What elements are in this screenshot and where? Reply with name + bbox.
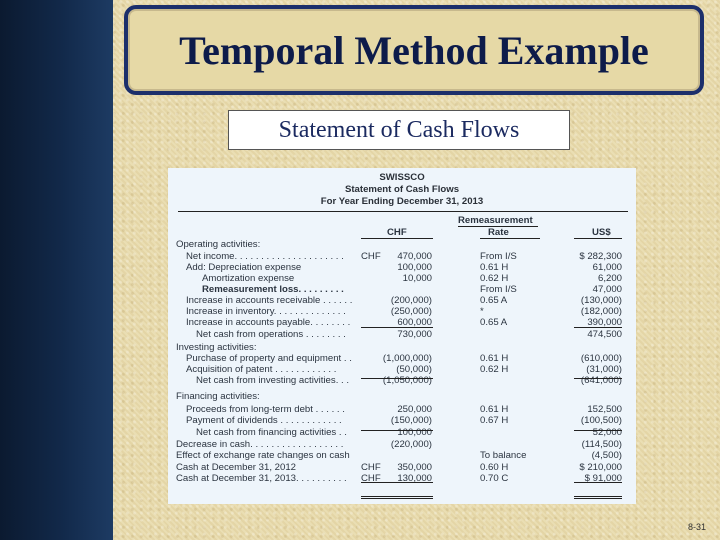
row-label: Proceeds from long-term debt . . . . . .: [186, 404, 345, 415]
subtotal-rule: [574, 430, 622, 431]
row-chf-amount: 730,000: [397, 329, 432, 340]
subtotal-rule: [574, 327, 622, 328]
row-label: Operating activities:: [176, 239, 261, 250]
row-currency: CHF: [361, 473, 381, 484]
row-usd-amount: $ 282,300: [579, 251, 622, 262]
title-frame: [124, 5, 704, 95]
row-rate: *: [480, 306, 484, 317]
slide-title: Temporal Method Example: [179, 27, 649, 73]
statement-row: [168, 273, 636, 284]
row-rate: 0.61 H: [480, 404, 509, 415]
row-chf-amount: 250,000: [397, 404, 432, 415]
row-usd-amount: (4,500): [591, 450, 622, 461]
row-label: Increase in accounts receivable . . . . . .: [186, 295, 353, 306]
row-label: Amortization expense: [202, 273, 295, 284]
statement-row: [168, 239, 636, 250]
row-usd-amount: (100,500): [580, 415, 622, 426]
row-usd-amount: 47,000: [592, 284, 622, 295]
row-label: Decrease in cash. . . . . . . . . . . . . . . . . .: [176, 439, 344, 450]
row-label: Net cash from financing activities . .: [196, 427, 347, 438]
row-label: Add: Depreciation expense: [186, 262, 302, 273]
row-usd-amount: 152,500: [587, 404, 622, 415]
row-label: Increase in accounts payable. . . . . . . .: [186, 317, 351, 328]
statement-row: [168, 375, 636, 386]
row-label: Cash at December 31, 2013. . . . . . . . . .: [176, 473, 347, 484]
total-double-rule: [361, 496, 433, 497]
row-rate: 0.65 A: [480, 317, 508, 328]
subtotal-rule: [361, 378, 433, 379]
row-currency: CHF: [361, 462, 381, 473]
row-rate: 0.70 C: [480, 473, 509, 484]
subtitle-box: [228, 110, 570, 150]
statement-row: [168, 342, 636, 353]
statement-row: [168, 251, 636, 262]
row-rate: 0.61 H: [480, 262, 509, 273]
row-chf-amount: (50,000): [396, 364, 432, 375]
total-double-rule: [574, 496, 622, 497]
page-number: 8-31: [687, 522, 706, 532]
row-label: Purchase of property and equipment . .: [186, 353, 352, 364]
subtotal-rule: [361, 327, 433, 328]
subtotal-rule: [361, 430, 433, 431]
row-usd-amount: $ 210,000: [579, 462, 622, 473]
row-usd-amount: (182,000): [580, 306, 622, 317]
statement-row: [168, 364, 636, 375]
row-rate: To balance: [480, 450, 527, 461]
statement-row: [168, 353, 636, 364]
row-chf-amount: 350,000: [397, 462, 432, 473]
row-chf-amount: 100,000: [397, 427, 432, 438]
total-double-rule: [361, 498, 433, 499]
row-usd-amount: (114,500): [581, 439, 622, 450]
row-chf-amount: 470,000: [397, 251, 432, 262]
row-rate: 0.67 H: [480, 415, 509, 426]
row-chf-amount: (1,000,000): [382, 353, 432, 364]
row-label: Net income. . . . . . . . . . . . . . . . . . . . .: [186, 251, 344, 262]
statement-period: For Year Ending December 31, 2013: [320, 196, 484, 207]
statement-row: [168, 329, 636, 340]
row-chf-amount: (250,000): [390, 306, 432, 317]
row-chf-amount: 10,000: [402, 273, 432, 284]
row-label: Net cash from operations . . . . . . . .: [196, 329, 346, 340]
row-chf-amount: 130,000: [397, 473, 432, 484]
row-label: Cash at December 31, 2012: [176, 462, 296, 473]
statement-row: [168, 415, 636, 426]
subtotal-rule: [361, 482, 433, 483]
row-usd-amount: 474,500: [587, 329, 622, 340]
statement-row: [168, 450, 636, 461]
row-rate: From I/S: [480, 284, 517, 295]
row-rate: 0.65 A: [480, 295, 508, 306]
statement-row: [168, 284, 636, 295]
row-label: Financing activities:: [176, 391, 260, 402]
row-currency: CHF: [361, 251, 381, 262]
subtotal-rule: [574, 482, 622, 483]
header-rule: [178, 211, 628, 212]
statement-row: [168, 404, 636, 415]
row-label: Increase in inventory. . . . . . . . . . . . . .: [186, 306, 346, 317]
company-name: SWISSCO: [379, 172, 425, 183]
row-usd-amount: 390,000: [587, 317, 622, 328]
statement-row: [168, 462, 636, 473]
col-usd: US$: [592, 227, 611, 238]
row-usd-amount: 61,000: [592, 262, 622, 273]
row-label: Investing activities:: [176, 342, 257, 353]
row-chf-amount: (200,000): [390, 295, 432, 306]
slide-subtitle: Statement of Cash Flows: [278, 116, 520, 143]
statement-row: [168, 306, 636, 317]
statement-row: [168, 295, 636, 306]
cash-flow-statement: [168, 168, 636, 504]
row-rate: 0.60 H: [480, 462, 509, 473]
row-usd-amount: (130,000): [580, 295, 622, 306]
row-rate: 0.61 H: [480, 353, 509, 364]
col-rate: Rate: [488, 227, 509, 238]
row-chf-amount: (1,050,000): [382, 375, 432, 386]
statement-name: Statement of Cash Flows: [344, 184, 460, 195]
statement-row: [168, 262, 636, 273]
row-usd-amount: (641,000): [580, 375, 622, 386]
row-chf-amount: 600,000: [397, 317, 432, 328]
row-usd-amount: 6,200: [597, 273, 622, 284]
row-chf-amount: (150,000): [390, 415, 432, 426]
total-double-rule: [574, 498, 622, 499]
row-label: Net cash from investing activities. . .: [196, 375, 350, 386]
col-chf: CHF: [387, 227, 407, 238]
row-label: Acquisition of patent . . . . . . . . . . . .: [186, 364, 337, 375]
row-usd-amount: $ 91,000: [584, 473, 622, 484]
col-remeasurement: Remeasurement: [458, 215, 533, 226]
row-label: Payment of dividends . . . . . . . . . . . .: [186, 415, 342, 426]
row-rate: 0.62 H: [480, 273, 509, 284]
statement-row: [168, 391, 636, 402]
row-usd-amount: (31,000): [586, 364, 622, 375]
subtotal-rule: [574, 378, 622, 379]
row-chf-amount: 100,000: [397, 262, 432, 273]
row-usd-amount: 52,000: [592, 427, 622, 438]
row-rate: 0.62 H: [480, 364, 509, 375]
row-label: Remeasurement loss. . . . . . . . .: [202, 284, 344, 295]
row-rate: From I/S: [480, 251, 517, 262]
sidebar-panel: [0, 0, 113, 540]
row-label: Effect of exchange rate changes on cash: [176, 450, 350, 461]
row-usd-amount: (610,000): [580, 353, 622, 364]
statement-row: [168, 439, 636, 450]
statement-row: [168, 427, 636, 438]
row-chf-amount: (220,000): [390, 439, 432, 450]
